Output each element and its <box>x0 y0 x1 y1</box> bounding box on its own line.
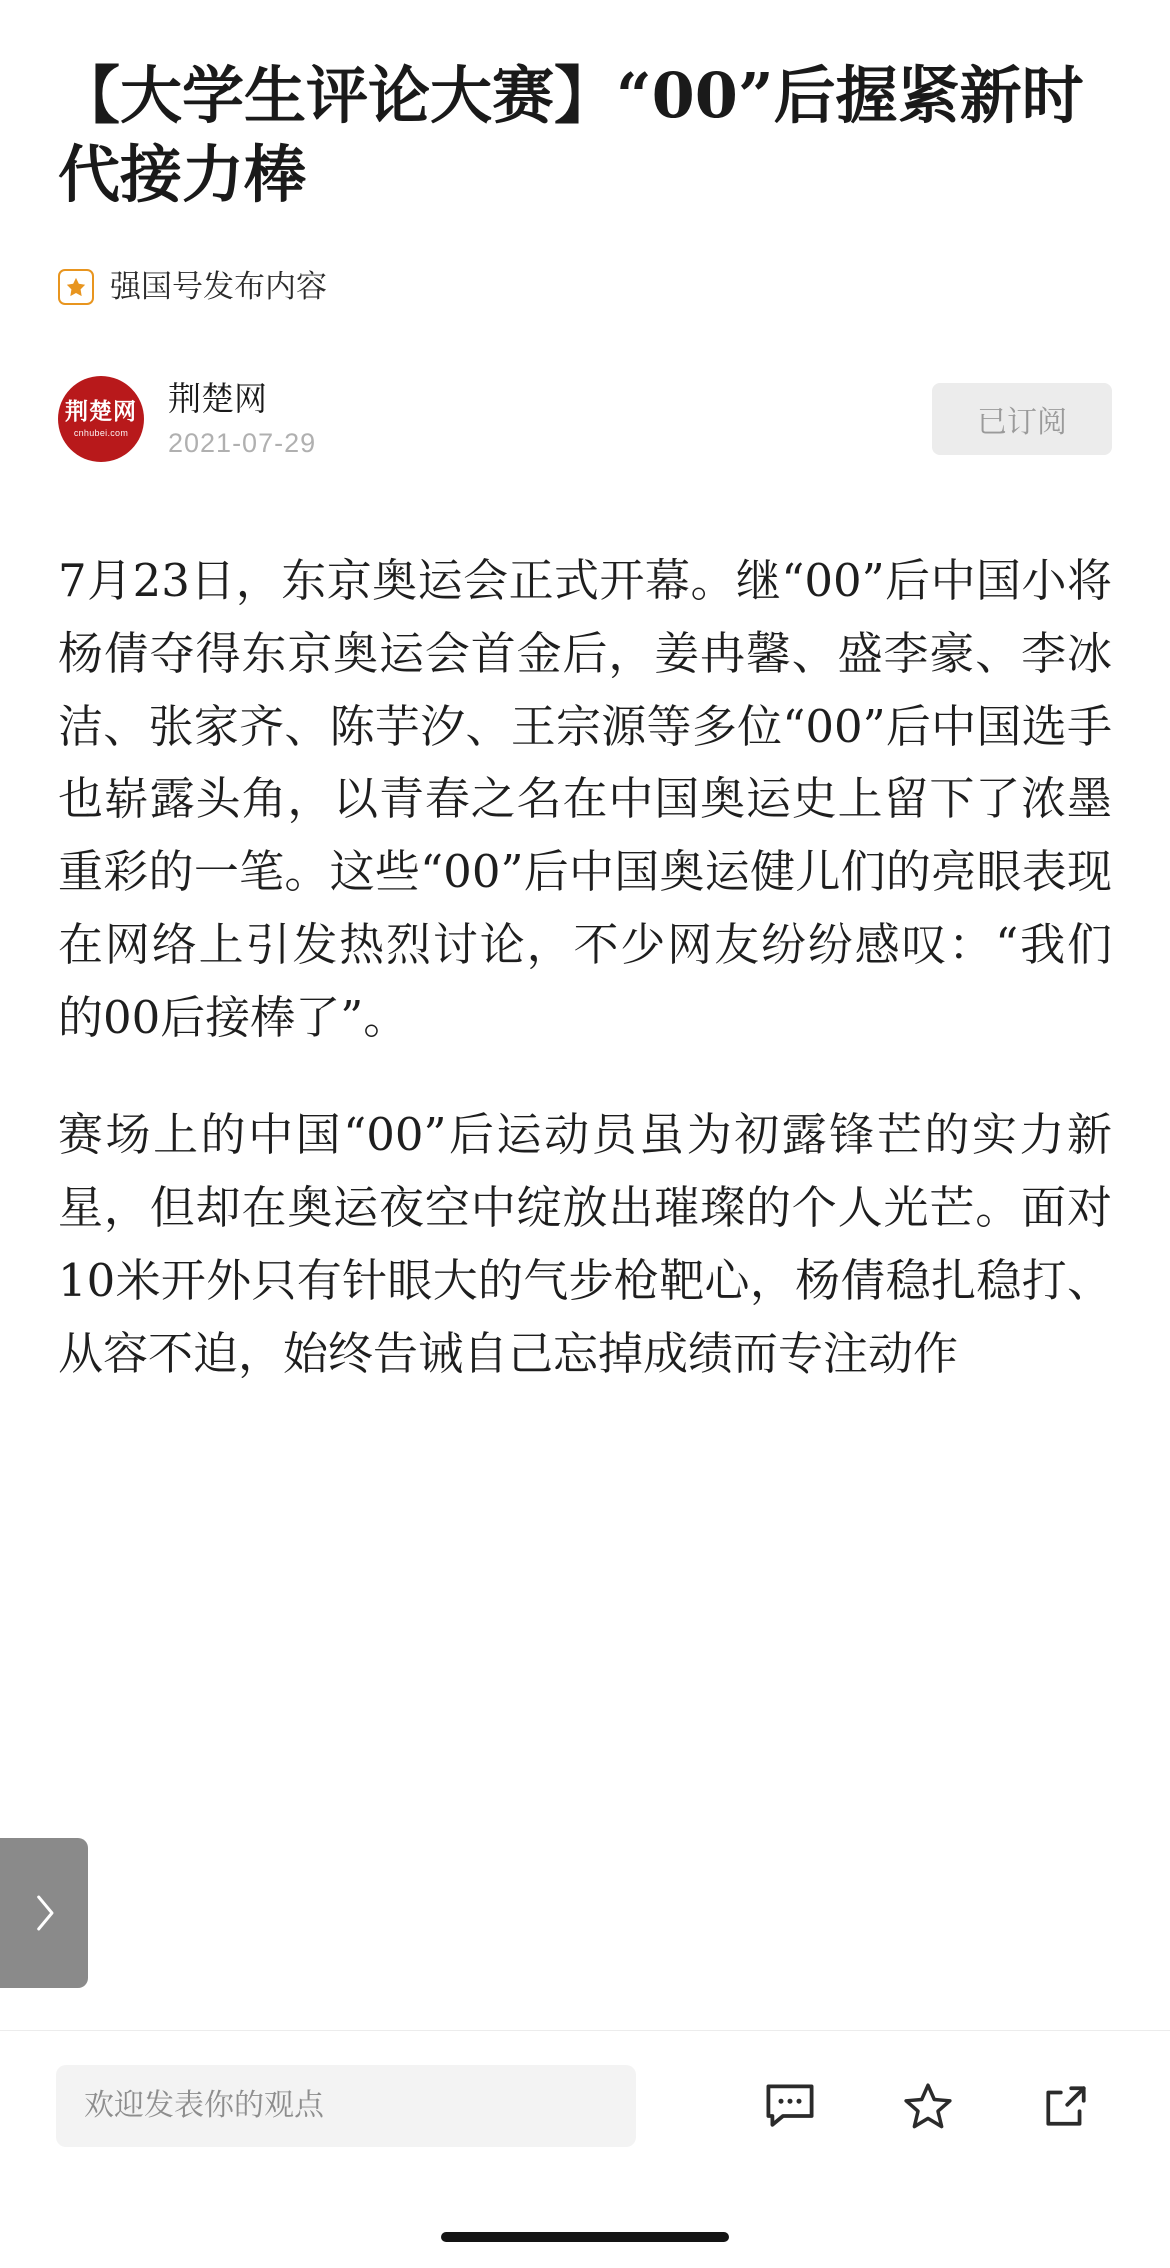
bottom-icon-group <box>760 2065 1122 2147</box>
publish-date: 2021-07-29 <box>168 428 317 459</box>
article-paragraph: 赛场上的中国“00”后运动员虽为初露锋芒的实力新星，但却在奥运夜空中绽放出璀璨的个人光芒。面对10米开外只有针眼大的气步枪靶心，杨倩稳扎稳打、从容不迫，始终告诫自己忘掉成绩而专注动作 <box>58 1107 1112 1380</box>
subscribe-button[interactable]: 已订阅 <box>932 383 1112 455</box>
official-account-badge <box>58 269 1112 305</box>
drawer-handle[interactable] <box>0 1838 88 1988</box>
chevron-right-icon <box>28 1889 60 1937</box>
avatar-main-text: 荆楚网 <box>65 397 137 425</box>
share-icon[interactable] <box>1036 2076 1096 2136</box>
article-paragraph: 7月23日，东京奥运会正式开幕。继“00”后中国小将杨倩夺得东京奥运会首金后，姜冉馨、盛李豪、李冰洁、张家齐、陈芋汐、王宗源等多位“00”后中国选手也崭露头角，以青春之名在中国奥运史上留下了浓墨重彩的一笔。这些“00”后中国奥运健儿们的亮眼表现在网络上引发热烈讨论，不少网友纷纷感叹：“我们的00后接棒了”。 <box>58 553 1112 1045</box>
avatar-sub-text: cnhubei.com <box>73 427 129 438</box>
source-row <box>58 371 1112 467</box>
home-indicator <box>441 2232 729 2242</box>
star-icon[interactable] <box>898 2076 958 2136</box>
star-badge-icon <box>58 269 94 305</box>
comment-input[interactable] <box>56 2065 636 2147</box>
page-title: 【大学生评论大赛】“00”后握紧新时代接力棒 <box>58 59 1084 212</box>
content-fade <box>0 1970 1170 2030</box>
avatar[interactable] <box>58 376 144 462</box>
source-meta <box>168 378 316 460</box>
badge-label: 强国号发布内容 <box>110 269 327 305</box>
comment-icon[interactable] <box>760 2076 820 2136</box>
article-body <box>58 545 1112 1391</box>
source-name[interactable]: 荆楚网 <box>168 379 267 417</box>
